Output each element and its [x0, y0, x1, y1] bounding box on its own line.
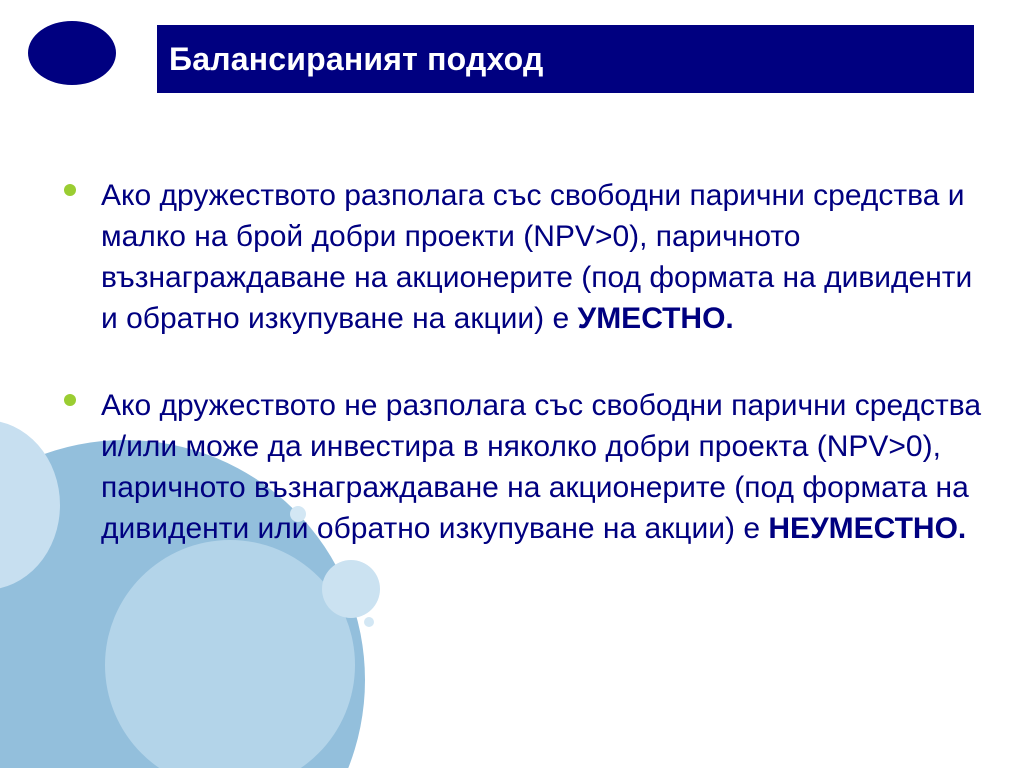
- bullet-list: [62, 175, 992, 549]
- bullet-dot-icon: [64, 394, 76, 406]
- bullet-text: Ако дружеството не разполага със свободни парични средства и/или може да инвестира в няколко добри проекта (NPV>0), паричното възнаграждаване на акционерите (под формата на дивиденти или обратно изкупуване на акции) е: [101, 389, 982, 545]
- bullet-emphasis: УМЕСТНО.: [577, 302, 734, 335]
- title-bar: [157, 25, 974, 93]
- bullet-item: [62, 385, 992, 549]
- bullet-text: Ако дружеството разполага със свободни парични средства и малко на брой добри проекти (NPV>0), паричното възнаграждаване на акционерите (под формата на дивиденти и обратно изкупуване на акции) е: [101, 179, 973, 335]
- logo-oval: [28, 21, 116, 85]
- bullet-dot-icon: [64, 184, 76, 196]
- slide-title: Балансираният подход: [169, 40, 544, 77]
- bullet-item: [62, 175, 992, 339]
- decorative-bubble-dot: [364, 617, 374, 627]
- decorative-bubble-small: [322, 560, 380, 618]
- bullet-emphasis: НЕУМЕСТНО.: [768, 512, 967, 545]
